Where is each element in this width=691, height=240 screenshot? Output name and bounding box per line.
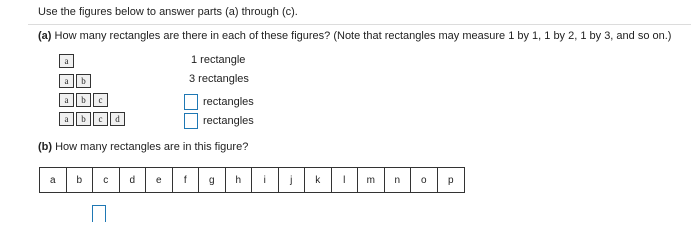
- figure-cell: c: [93, 168, 120, 192]
- figure-cell: m: [358, 168, 385, 192]
- part-b-text: How many rectangles are in this figure?: [55, 141, 249, 153]
- figure-cell: b: [76, 112, 91, 126]
- figure-cell: i: [252, 168, 279, 192]
- figure-cell: c: [93, 93, 108, 107]
- part-a-label: (a): [38, 30, 52, 42]
- answer-figure-1: 1 rectangle: [191, 54, 246, 66]
- figure-cell: b: [67, 168, 94, 192]
- figure-cell: b: [76, 93, 91, 107]
- divider: [28, 24, 691, 25]
- figure-4: [59, 112, 127, 126]
- figure-cell: a: [59, 93, 74, 107]
- figure-cell: c: [93, 112, 108, 126]
- figure-cell: a: [59, 112, 74, 126]
- figure-cell: d: [110, 112, 125, 126]
- figure-1: [59, 54, 76, 68]
- answer-figure-2: 3 rectangles: [189, 73, 249, 85]
- figure-cell: k: [305, 168, 332, 192]
- figure-cell: b: [76, 74, 91, 88]
- figure-cell: j: [279, 168, 306, 192]
- figure-cell: a: [59, 54, 74, 68]
- figure-cell: h: [226, 168, 253, 192]
- figure-3: [59, 93, 110, 107]
- figure-cell: d: [120, 168, 147, 192]
- part-a-question: [38, 30, 671, 42]
- figure-cell: f: [173, 168, 200, 192]
- figure-cell: g: [199, 168, 226, 192]
- figure-cell: o: [411, 168, 438, 192]
- figure-cell: p: [447, 174, 454, 186]
- answer-input-part-b[interactable]: [92, 205, 106, 222]
- figure-cell: l: [332, 168, 359, 192]
- answer-input-figure-4[interactable]: [184, 113, 198, 129]
- figure-cell: e: [146, 168, 173, 192]
- answer-unit-figure-3: rectangles: [203, 96, 254, 108]
- answer-unit-figure-4: rectangles: [203, 115, 254, 127]
- answer-input-figure-3[interactable]: [184, 94, 198, 110]
- figure-cell: a: [40, 168, 67, 192]
- part-b-label: (b): [38, 141, 53, 153]
- part-b-question: [38, 141, 248, 153]
- instructions: Use the figures below to answer parts (a) through (c).: [38, 6, 298, 18]
- figure-cell: n: [385, 168, 412, 192]
- part-a-text: How many rectangles are there in each of these figures? (Note that rectangles may measure 1 by 1, 1 by 2, 1 by 3, and so on.): [54, 30, 672, 42]
- figure-2: [59, 74, 93, 88]
- figure-cell: a: [59, 74, 74, 88]
- part-b-figure: [39, 167, 465, 193]
